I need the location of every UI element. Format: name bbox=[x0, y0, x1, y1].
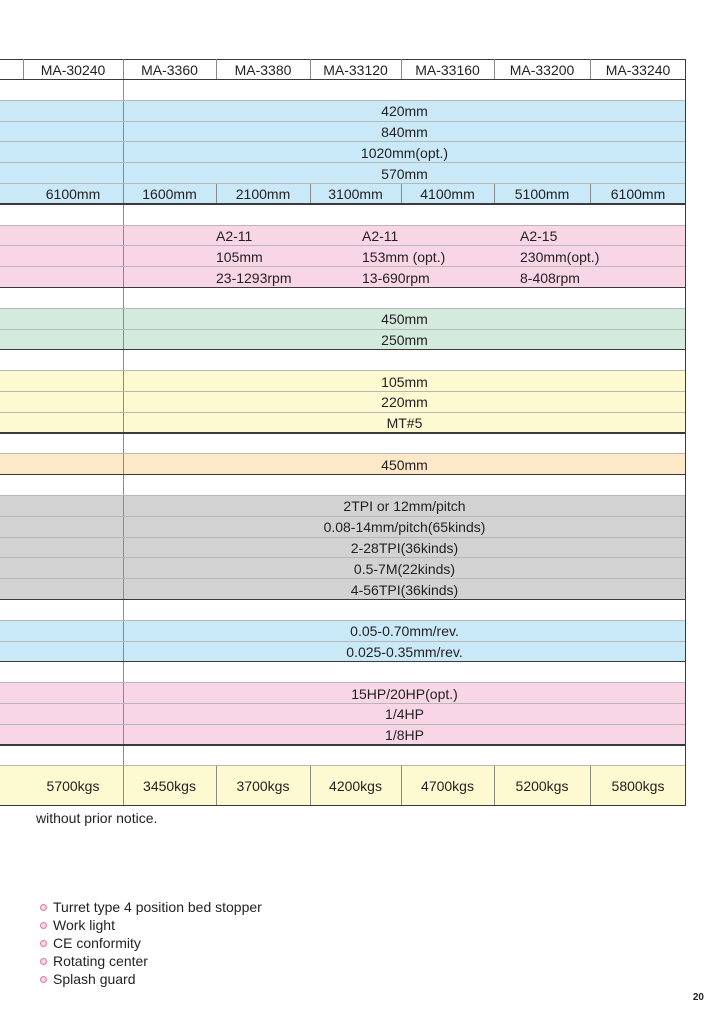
table-row bbox=[0, 538, 686, 559]
table-right-border bbox=[685, 122, 686, 143]
table-right-border bbox=[685, 662, 686, 683]
table-row bbox=[0, 579, 686, 600]
model-value: 3100mm bbox=[328, 186, 383, 203]
spec-value bbox=[123, 434, 686, 455]
table-row bbox=[0, 621, 686, 642]
spec-value: 450mm bbox=[381, 311, 428, 328]
table-right-border bbox=[685, 163, 686, 184]
column-divider bbox=[310, 766, 311, 806]
spec-value: 15HP/20HP(opt.) bbox=[351, 685, 458, 702]
spec-value bbox=[123, 662, 686, 683]
table-row bbox=[0, 413, 686, 434]
model-header: MA-30240 bbox=[40, 61, 106, 78]
table-right-border bbox=[685, 184, 686, 205]
table-row bbox=[0, 517, 686, 538]
table-row bbox=[0, 122, 686, 143]
bullet-icon bbox=[40, 958, 47, 965]
spec-value: 0.025-0.35mm/rev. bbox=[346, 643, 463, 660]
accessory-label: CE conformity bbox=[53, 935, 141, 951]
spec-value: 0.05-0.70mm/rev. bbox=[350, 623, 459, 640]
model-value: 4100mm bbox=[420, 186, 475, 203]
model-value: 5200kgs bbox=[515, 778, 569, 795]
spec-value bbox=[123, 80, 686, 101]
bullet-icon bbox=[40, 976, 47, 983]
accessory-item bbox=[40, 970, 262, 988]
table-right-border bbox=[685, 434, 686, 455]
table-row bbox=[0, 600, 686, 621]
column-divider bbox=[401, 59, 402, 80]
table-row bbox=[0, 226, 686, 247]
table-right-border bbox=[685, 579, 686, 600]
model-header: MA-33200 bbox=[509, 61, 575, 78]
label-column-divider bbox=[123, 226, 124, 247]
model-value: 5100mm bbox=[514, 186, 570, 203]
table-row bbox=[0, 288, 686, 309]
table-right-border bbox=[685, 246, 686, 267]
spec-value: 2TPI or 12mm/pitch bbox=[343, 498, 466, 515]
column-divider bbox=[310, 184, 311, 205]
model-value: 3700kgs bbox=[236, 778, 290, 795]
column-divider bbox=[216, 59, 217, 80]
table-right-border bbox=[685, 558, 686, 579]
table-right-border bbox=[685, 350, 686, 371]
table-row bbox=[0, 371, 686, 392]
column-divider bbox=[216, 766, 217, 806]
accessory-label: Splash guard bbox=[53, 971, 136, 987]
table-row bbox=[0, 496, 686, 517]
column-divider bbox=[494, 766, 495, 806]
table-row bbox=[0, 80, 686, 101]
table-right-border bbox=[685, 704, 686, 725]
table-right-border bbox=[685, 496, 686, 517]
table-row bbox=[0, 392, 686, 413]
model-value: 6100mm bbox=[45, 186, 101, 203]
table-right-border bbox=[685, 226, 686, 247]
label-column-divider bbox=[123, 246, 124, 267]
spec-value: 220mm bbox=[381, 394, 428, 411]
table-right-border bbox=[685, 746, 686, 767]
table-row bbox=[0, 330, 686, 351]
table-right-border bbox=[685, 517, 686, 538]
table-right-border bbox=[685, 766, 686, 806]
column-divider bbox=[590, 184, 591, 205]
spec-value bbox=[123, 746, 686, 767]
spec-value: 230mm(opt.) bbox=[520, 248, 600, 265]
accessory-item bbox=[40, 952, 262, 970]
table-right-border bbox=[685, 621, 686, 642]
spec-value: 105mm bbox=[216, 248, 263, 265]
spec-value bbox=[123, 288, 686, 309]
table-right-border bbox=[685, 642, 686, 663]
table-right-border bbox=[685, 538, 686, 559]
table-right-border bbox=[685, 330, 686, 351]
spec-value bbox=[123, 475, 686, 496]
model-header: MA-33120 bbox=[323, 61, 388, 78]
spec-value: 450mm bbox=[381, 456, 428, 473]
spec-value: 105mm bbox=[381, 373, 428, 390]
table-right-border bbox=[685, 413, 686, 434]
label-column-divider bbox=[123, 267, 124, 288]
table-row bbox=[0, 350, 686, 371]
table-row bbox=[0, 184, 686, 205]
spec-value: 8-408rpm bbox=[520, 269, 580, 286]
column-divider bbox=[494, 184, 495, 205]
spec-value: 23-1293rpm bbox=[216, 269, 292, 286]
table-right-border bbox=[685, 80, 686, 101]
spec-value bbox=[123, 600, 686, 621]
accessory-label: Rotating center bbox=[53, 953, 148, 969]
spec-table bbox=[0, 59, 686, 806]
table-right-border bbox=[685, 142, 686, 163]
table-right-border bbox=[685, 371, 686, 392]
table-row bbox=[0, 267, 686, 288]
column-divider bbox=[401, 766, 402, 806]
table-right-border bbox=[685, 205, 686, 226]
spec-value: 250mm bbox=[381, 331, 428, 348]
model-value: 5700kgs bbox=[46, 778, 100, 795]
table-row bbox=[0, 704, 686, 725]
table-right-border bbox=[685, 309, 686, 330]
table-row bbox=[0, 662, 686, 683]
model-value: 3450kgs bbox=[143, 778, 196, 795]
table-row bbox=[0, 683, 686, 704]
spec-value: 1020mm(opt.) bbox=[360, 144, 449, 161]
table-row bbox=[0, 642, 686, 663]
table-right-border bbox=[685, 475, 686, 496]
spec-value: 0.5-7M(22kinds) bbox=[353, 560, 456, 577]
accessory-label: Turret type 4 position bed stopper bbox=[53, 899, 262, 915]
table-right-border bbox=[685, 288, 686, 309]
table-row bbox=[0, 454, 686, 475]
model-value: 1600mm bbox=[142, 186, 197, 203]
model-value: 6100mm bbox=[610, 186, 666, 203]
column-divider bbox=[590, 59, 591, 80]
table-row bbox=[0, 309, 686, 330]
model-value: 5800kgs bbox=[611, 778, 665, 795]
spec-value: 153mm (opt.) bbox=[362, 248, 446, 265]
table-right-border bbox=[685, 600, 686, 621]
table-right-border bbox=[685, 59, 686, 80]
accessory-label: Work light bbox=[53, 917, 115, 933]
column-divider bbox=[23, 59, 24, 80]
table-row bbox=[0, 725, 686, 746]
spec-value: 1/4HP bbox=[385, 706, 424, 723]
table-row bbox=[0, 142, 686, 163]
table-row bbox=[0, 101, 686, 122]
column-divider bbox=[401, 184, 402, 205]
spec-value: 0.08-14mm/pitch(65kinds) bbox=[323, 519, 486, 536]
model-value: 4200kgs bbox=[329, 778, 382, 795]
header-row bbox=[0, 59, 686, 80]
spec-value: 2-28TPI(36kinds) bbox=[350, 539, 459, 556]
table-row bbox=[0, 246, 686, 267]
model-value: 4700kgs bbox=[421, 778, 474, 795]
column-divider bbox=[123, 184, 124, 205]
column-divider bbox=[494, 59, 495, 80]
model-header: MA-33240 bbox=[605, 61, 671, 78]
spec-value: A2-11 bbox=[362, 227, 399, 244]
table-right-border bbox=[685, 454, 686, 475]
spec-value: A2-15 bbox=[520, 227, 558, 244]
model-header: MA-3360 bbox=[141, 61, 198, 78]
column-divider bbox=[123, 59, 124, 80]
table-right-border bbox=[685, 683, 686, 704]
spec-value: 1/8HP bbox=[385, 727, 424, 744]
table-row bbox=[0, 205, 686, 226]
accessory-item bbox=[40, 916, 262, 934]
bullet-icon bbox=[40, 922, 47, 929]
table-right-border bbox=[685, 392, 686, 413]
bullet-icon bbox=[40, 940, 47, 947]
model-header: MA-33160 bbox=[415, 61, 480, 78]
spec-value bbox=[123, 350, 686, 371]
footnote: without prior notice. bbox=[36, 810, 158, 826]
row-divider bbox=[0, 805, 686, 806]
table-right-border bbox=[685, 267, 686, 288]
spec-value bbox=[123, 205, 686, 226]
table-row bbox=[0, 766, 686, 806]
model-header: MA-3380 bbox=[234, 61, 292, 78]
table-row bbox=[0, 475, 686, 496]
spec-value: A2-11 bbox=[216, 227, 253, 244]
table-row bbox=[0, 434, 686, 455]
column-divider bbox=[123, 766, 124, 806]
table-row bbox=[0, 163, 686, 184]
table-row bbox=[0, 746, 686, 767]
column-divider bbox=[590, 766, 591, 806]
spec-value: 13-690rpm bbox=[362, 269, 430, 286]
spec-value: 840mm bbox=[381, 123, 428, 140]
bullet-icon bbox=[40, 904, 47, 911]
table-row bbox=[0, 558, 686, 579]
model-value: 2100mm bbox=[235, 186, 291, 203]
spec-value: MT#5 bbox=[386, 415, 423, 432]
accessory-list bbox=[40, 898, 262, 988]
table-right-border bbox=[685, 101, 686, 122]
column-divider bbox=[216, 184, 217, 205]
spec-value: 420mm bbox=[381, 103, 428, 120]
page-number: 20 bbox=[692, 992, 704, 1003]
column-divider bbox=[310, 59, 311, 80]
table-right-border bbox=[685, 725, 686, 746]
spec-value: 570mm bbox=[381, 165, 428, 182]
spec-value: 4-56TPI(36kinds) bbox=[350, 581, 459, 598]
accessory-item bbox=[40, 934, 262, 952]
accessory-item bbox=[40, 898, 262, 916]
